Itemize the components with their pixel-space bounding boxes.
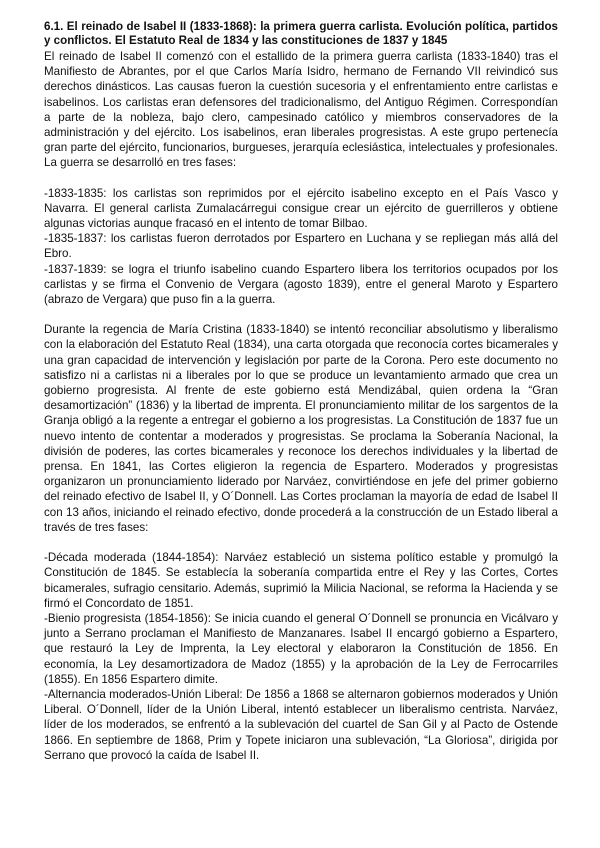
reign-phase-3: -Alternancia moderados-Unión Liberal: De 1856 a 1868 se alternaron gobiernos moderados y Unión Liberal. O´Donnell, líder de la Unión Liberal, intentó establecer un liberalismo centrista. Narváez, líder de los moderados, se enfrentó a la sublevación del cuartel de San Gil y al Pacto de Ostende 1866. En septiembre de 1868, Prim y Topete iniciaron una sublevación, “La Gloriosa”, dirigida por Serrano que provocó la caída de Isabel II. — [44, 687, 558, 762]
document-page — [44, 20, 558, 763]
regency-paragraph: Durante la regencia de María Cristina (1833-1840) se intentó reconciliar absolutismo y liberalismo con la elaboración del Estatuto Real (1834), una carta otorgada que reconocía cortes bicamerales y una gran capacidad de intervención y legislación por parte de la Corona. Pero este documento no satisfizo ni a carlistas ni a liberales por lo que se produce un levantamiento armado que crea un gobierno progresista. Al frente de este gobierno está Mendizábal, quien ordena la “Gran desamortización” (1836) y la libertad de imprenta. El pronunciamiento militar de los sargentos de la Granja obligó a la regente a entregar el gobierno a los progresistas. La Constitución de 1837 fue un nuevo intento de contentar a moderados y progresistas. Se proclama la Soberanía Nacional, la división de poderes, las cortes bicamerales y reconoce los derechos individuales y la libertad de prensa. En 1841, las Cortes eligieron la regencia de Espartero. Moderados y progresistas organizaron un pronunciamiento liderado por Narváez, convirtiéndose en jefe del primer gobierno del reinado efectivo de Isabel II, y O´Donnell. Las Cortes proclaman la mayoría de edad de Isabel II con 13 años, iniciando el reinado efectivo, donde procederá a la construcción de un Estado liberal a través de tres fases: — [44, 323, 558, 534]
intro-paragraph: El reinado de Isabel II comenzó con el estallido de la primera guerra carlista (1833-1840) tras el Manifiesto de Abrantes, por el que Carlos María Isidro, hermano de Fernando VII reivindicó sus derechos dinásticos. Las causas fueron la cuestión sucesoria y el enfrentamiento entre carlistas e isabelinos. Los carlistas eran defensores del tradicionalismo, del Antiguo Régimen. Correspondían a parte de la nobleza, bajo clero, campesinado católico y miembros conservadores de la administración y del ejército. Los isabelinos, eran liberales progresistas. A este grupo pertenecía gran parte del ejército, funcionarios, burgueses, jerarquía eclesiástica, intelectuales y profesionales. La guerra se desarrolló en tres fases: — [44, 50, 558, 170]
document-title: 6.1. El reinado de Isabel II (1833-1868): la primera guerra carlista. Evolución política, partidos y conflictos. El Estatuto Real de 1834 y las constituciones de 1837 y 1845 — [44, 20, 558, 47]
paragraph-gap — [44, 535, 558, 550]
war-phase-1: -1833-1835: los carlistas son reprimidos por el ejército isabelino excepto en el País Vasco y Navarra. El general carlista Zumalacárregui consigue crear un ejército de guerrilleros y obtiene algunas victorias aunque fracasó en el intento de tomar Bilbao. — [44, 186, 558, 231]
war-phase-3: -1837-1839: se logra el triunfo isabelino cuando Espartero libera los territorios ocupados por los carlistas y se firma el Convenio de Vergara (agosto 1839), entre el general Maroto y Espartero (abrazo de Vergara) que puso fin a la guerra. — [44, 262, 558, 307]
war-phase-2: -1835-1837: los carlistas fueron derrotados por Espartero en Luchana y se repliegan más allá del Ebro. — [44, 232, 558, 261]
paragraph-gap — [44, 307, 558, 322]
reign-phase-2: -Bienio progresista (1854-1856): Se inicia cuando el general O´Donnell se pronuncia en Vicálvaro y junto a Serrano proclaman el Manifiesto de Manzanares. Isabel II encargó gobierno a Espartero, que restauró la Ley de Imprenta, la Ley electoral y elaboraron la Constitución de 1856. En economía, la Ley desamortizadora de Madoz (1855) y la aprobación de la Ley de Ferrocarriles (1855). En 1856 Espartero dimite. — [44, 611, 558, 686]
paragraph-gap — [44, 171, 558, 186]
reign-phase-1: -Década moderada (1844-1854): Narváez estableció un sistema político estable y promulgó la Constitución de 1845. Se establecía la soberanía compartida entre el Rey y las Cortes, Cortes bicamerales, sufragio censitario. Además, suprimió la Milicia Nacional, se reforma la Hacienda y se firmó el Concordato de 1851. — [44, 551, 558, 610]
